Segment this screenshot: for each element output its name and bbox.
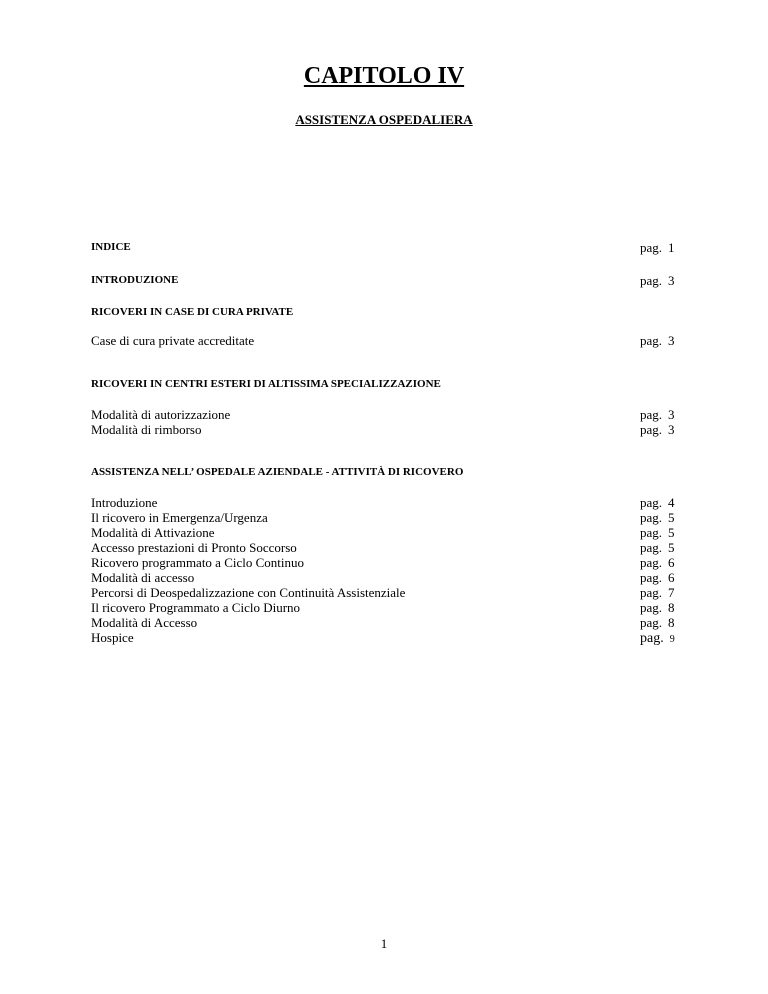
toc-entry-label: INTRODUZIONE [91, 274, 179, 286]
toc-entry-page: pag. 5 [640, 525, 675, 540]
toc-entry-label: Hospice [91, 630, 134, 645]
toc-entry-page: pag. 6 [640, 570, 675, 585]
toc-entry-label: Modalità di accesso [91, 570, 195, 585]
toc-entry-label: Modalità di autorizzazione [91, 407, 231, 422]
toc-entry [91, 422, 691, 437]
toc-entry-label: INDICE [91, 241, 131, 253]
toc-entry [91, 585, 691, 600]
toc-entry-label: Ricovero programmato a Ciclo Continuo [91, 555, 305, 570]
toc-entry-label: Modalità di Attivazione [91, 525, 215, 540]
toc-entry-page: pag. 5 [640, 540, 675, 555]
toc-entry [91, 600, 691, 615]
toc-entry [91, 525, 691, 540]
toc-section-heading-case-di-cura: RICOVERI IN CASE DI CURA PRIVATE [91, 306, 294, 318]
toc-entry-label: Case di cura private accreditate [91, 333, 255, 348]
toc-entry-label: Accesso prestazioni di Pronto Soccorso [91, 540, 297, 555]
toc-entry-introduzione [91, 273, 691, 288]
toc-entry [91, 615, 691, 630]
toc-entry-page: pag. 3 [640, 333, 675, 348]
toc-section-heading-ospedale-aziendale: ASSISTENZA NELL’ OSPEDALE AZIENDALE - ATTIVITÀ DI RICOVERO [91, 466, 464, 478]
toc-entry-page: pag. 7 [640, 585, 675, 600]
page-number: 1 [380, 936, 388, 951]
toc-entry-indice [91, 240, 691, 255]
toc-entry-page: pag. 1 [640, 240, 675, 255]
toc-entry-label: Percorsi di Deospedalizzazione con Continuità Assistenziale [91, 585, 406, 600]
document-title: CAPITOLO IV [303, 63, 465, 89]
toc-entry-page: pag. 3 [640, 273, 675, 288]
toc-entry-label: Introduzione [91, 495, 158, 510]
toc-section-heading-centri-esteri: RICOVERI IN CENTRI ESTERI DI ALTISSIMA SPECIALIZZAZIONE [91, 378, 441, 390]
toc-entry-label: Modalità di Accesso [91, 615, 198, 630]
toc-entry [91, 495, 691, 510]
toc-entry [91, 630, 691, 645]
toc-entry-page: pag. 3 [640, 422, 675, 437]
toc-entry-label: Modalità di rimborso [91, 422, 202, 437]
toc-entry-page: pag. 6 [640, 555, 675, 570]
document-subtitle: ASSISTENZA OSPEDALIERA [295, 112, 473, 127]
toc-entry-page: pag. 8 [640, 600, 675, 615]
toc-entry-page: pag. 4 [640, 495, 675, 510]
toc-entry [91, 540, 691, 555]
toc-entry-page: pag. 5 [640, 510, 675, 525]
toc-entry [91, 570, 691, 585]
toc-entry [91, 555, 691, 570]
toc-entry [91, 510, 691, 525]
toc-entry-page: pag. 9 [640, 631, 675, 646]
toc-entry-label: Il ricovero in Emergenza/Urgenza [91, 510, 268, 525]
toc-entry [91, 407, 691, 422]
toc-entry-page: pag. 3 [640, 407, 675, 422]
toc-entry-label: Il ricovero Programmato a Ciclo Diurno [91, 600, 301, 615]
toc-entry [91, 333, 691, 348]
toc-entry-page: pag. 8 [640, 615, 675, 630]
